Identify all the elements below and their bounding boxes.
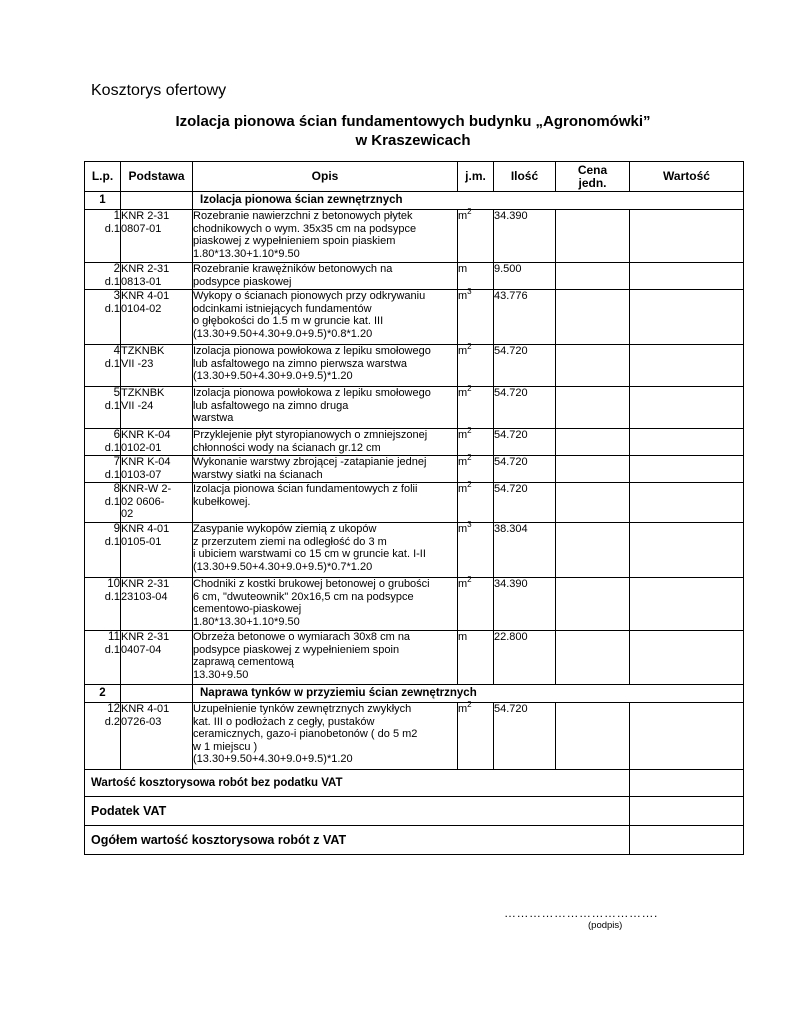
item-unit xyxy=(458,426,494,456)
item-description-line: Wykopy o ścianach pionowych przy odkrywaniu xyxy=(193,290,426,302)
item-unit-price xyxy=(556,290,630,345)
item-section-ref: d.1 xyxy=(104,275,120,288)
item-number-value: 2 xyxy=(113,263,120,275)
item-description xyxy=(193,263,458,290)
item-unit xyxy=(458,263,494,290)
item-description-line: warstwy siatki na ścianach xyxy=(193,468,323,481)
item-base-line: 0105-01 xyxy=(121,535,162,548)
total-row xyxy=(85,770,744,797)
total-label-text: Ogółem wartość kosztorysowa robót z VAT xyxy=(91,832,347,847)
item-base-line: TZKNBK xyxy=(121,387,165,399)
section-row xyxy=(85,192,744,210)
item-description-line: i ubiciem warstwami co 15 cm w gruncie kat. I-II xyxy=(193,548,426,561)
table-header-row xyxy=(85,162,744,192)
item-section-ref: d.1 xyxy=(104,535,120,548)
item-unit-text: m xyxy=(458,387,468,399)
total-label xyxy=(85,826,630,855)
item-unit-price xyxy=(556,387,630,429)
table-body xyxy=(85,192,744,855)
item-description xyxy=(193,523,458,578)
item-unit xyxy=(458,700,494,770)
item-base-line: 0103-07 xyxy=(121,468,162,481)
header-base: Podstawa xyxy=(121,162,193,192)
item-description-line: chłonności wody na ścianach gr.12 cm xyxy=(193,441,381,454)
item-quantity xyxy=(494,290,556,345)
table-row xyxy=(85,210,744,263)
item-description-line: Wykonanie warstwy zbrojącej -zatapianie jednej xyxy=(193,456,427,468)
item-number-value: 10 xyxy=(107,578,120,590)
item-base-line: VII -24 xyxy=(121,399,154,412)
item-value xyxy=(630,578,744,631)
item-number xyxy=(85,263,121,290)
header-description: Opis xyxy=(193,162,458,192)
item-unit xyxy=(458,520,494,578)
item-base xyxy=(121,345,193,387)
item-base-line: 0407-04 xyxy=(121,643,162,656)
item-base-line: KNR K-04 xyxy=(121,456,171,468)
item-section-ref: d.1 xyxy=(104,302,120,315)
item-section-ref: d.1 xyxy=(104,468,120,481)
cost-estimate-table xyxy=(84,161,744,855)
item-quantity-value: 54.720 xyxy=(494,429,528,441)
item-value xyxy=(630,456,744,483)
item-unit-text: m xyxy=(458,345,468,357)
item-number-value: 4 xyxy=(113,345,120,357)
item-quantity-value: 22.800 xyxy=(494,631,528,643)
item-unit xyxy=(458,453,494,483)
item-unit-price xyxy=(556,345,630,387)
item-number-value: 5 xyxy=(113,387,120,399)
item-description-line: kat. III o podłożach z cegły, pustaków xyxy=(193,715,375,728)
item-base-line: KNR K-04 xyxy=(121,429,171,441)
item-unit-text: m xyxy=(458,290,468,302)
item-number-value: 12 xyxy=(107,703,120,715)
item-description xyxy=(193,631,458,685)
document-heading: Kosztorys ofertowy xyxy=(91,82,227,99)
item-quantity-value: 34.390 xyxy=(494,210,528,222)
table-row xyxy=(85,631,744,685)
item-number-value: 9 xyxy=(113,523,120,535)
item-description-line: Rozebranie nawierzchni z betonowych płytek xyxy=(193,210,413,222)
item-number-value: 1 xyxy=(113,210,120,222)
document-subtitle: w Kraszewicach xyxy=(355,132,471,149)
section-number xyxy=(85,685,121,703)
total-label-text: Wartość kosztorysowa robót bez podatku VAT xyxy=(91,776,343,789)
item-quantity xyxy=(494,631,556,685)
item-number xyxy=(85,429,121,456)
item-description-line: Izolacja pionowa ścian fundamentowych z folii xyxy=(193,483,418,495)
item-value xyxy=(630,631,744,685)
table-row xyxy=(85,483,744,523)
item-section-ref: d.1 xyxy=(104,399,120,412)
item-number xyxy=(85,578,121,631)
item-unit-price xyxy=(556,631,630,685)
item-unit-text: m xyxy=(458,631,468,643)
item-unit-exponent: 2 xyxy=(467,342,472,351)
item-description-line: 13.30+9.50 xyxy=(193,668,249,681)
item-number xyxy=(85,210,121,263)
total-value xyxy=(630,770,744,797)
item-description-line: w 1 miejscu ) xyxy=(193,740,258,753)
item-description xyxy=(193,210,458,263)
item-base-line: 02 xyxy=(121,508,134,521)
item-description-line: 1.80*13.30+1.10*9.50 xyxy=(193,247,300,260)
item-description-line: kubełkowej. xyxy=(193,495,251,508)
item-number xyxy=(85,387,121,429)
item-quantity xyxy=(494,578,556,631)
item-quantity xyxy=(494,523,556,578)
item-base xyxy=(121,456,193,483)
item-unit-price xyxy=(556,578,630,631)
item-number-value: 8 xyxy=(113,483,120,495)
item-value xyxy=(630,345,744,387)
item-base-line: 23103-04 xyxy=(121,590,168,603)
item-description xyxy=(193,456,458,483)
item-description-line: (13.30+9.50+4.30+9.0+9.5)*0.7*1.20 xyxy=(193,560,373,573)
item-description xyxy=(193,483,458,523)
item-base-line: KNR-W 2- xyxy=(121,483,172,495)
item-base-line: TZKNBK xyxy=(121,345,165,357)
item-description-line: Zasypanie wykopów ziemią z ukopów xyxy=(193,523,377,535)
item-value xyxy=(630,429,744,456)
item-quantity-value: 43.776 xyxy=(494,290,528,302)
item-unit-exponent: 3 xyxy=(467,287,472,296)
item-description-line: (13.30+9.50+4.30+9.0+9.5)*1.20 xyxy=(193,370,353,383)
item-value xyxy=(630,387,744,429)
item-unit-price xyxy=(556,523,630,578)
item-description-line: lub asfaltowego na zimno druga xyxy=(193,399,349,412)
item-base-line: 02 0606- xyxy=(121,495,165,508)
item-description xyxy=(193,703,458,770)
signature-label: (podpis) xyxy=(588,920,623,931)
item-quantity-value: 9.500 xyxy=(494,263,522,275)
item-section-ref: d.1 xyxy=(104,357,120,370)
item-description xyxy=(193,345,458,387)
item-base-line: KNR 2-31 xyxy=(121,578,170,590)
item-quantity-value: 54.720 xyxy=(494,387,528,399)
item-unit xyxy=(458,384,494,429)
item-number xyxy=(85,631,121,685)
total-row xyxy=(85,826,744,855)
item-unit-text: m xyxy=(458,429,468,441)
item-unit-exponent: 3 xyxy=(467,520,472,529)
item-quantity xyxy=(494,263,556,290)
item-description-line: cementowo-piaskowej xyxy=(193,603,302,616)
item-base-line: 0102-01 xyxy=(121,441,162,454)
item-description-line: 1.80*13.30+1.10*9.50 xyxy=(193,615,300,628)
item-quantity-value: 34.390 xyxy=(494,578,528,590)
item-quantity-value: 38.304 xyxy=(494,523,528,535)
item-number xyxy=(85,523,121,578)
table-row xyxy=(85,523,744,578)
item-base xyxy=(121,387,193,429)
section-number xyxy=(85,192,121,210)
item-base-line: KNR 2-31 xyxy=(121,631,170,643)
item-number-value: 6 xyxy=(113,429,120,441)
item-description xyxy=(193,387,458,429)
item-description xyxy=(193,429,458,456)
item-description-line: Izolacja pionowa powłokowa z lepiku smołowego xyxy=(193,387,431,399)
item-unit-text: m xyxy=(458,456,468,468)
item-unit-exponent: 2 xyxy=(467,480,472,489)
item-unit-text: m xyxy=(458,523,468,535)
total-label xyxy=(85,797,630,826)
item-description-line: podsypce piaskowej xyxy=(193,275,292,288)
item-quantity-value: 54.720 xyxy=(494,703,528,715)
item-base-line: KNR 4-01 xyxy=(121,523,170,535)
item-section-ref: d.2 xyxy=(104,715,120,728)
item-base xyxy=(121,210,193,263)
item-unit xyxy=(458,342,494,387)
item-unit xyxy=(458,480,494,523)
item-base-line: 0807-01 xyxy=(121,222,162,235)
header-value: Wartość xyxy=(630,162,744,192)
header-unit-price xyxy=(556,162,630,192)
table-row xyxy=(85,703,744,770)
item-unit-exponent: 2 xyxy=(467,384,472,393)
item-base xyxy=(121,631,193,685)
item-base-line: 0104-02 xyxy=(121,302,162,315)
item-description-line: (13.30+9.50+4.30+9.0+9.5)*0.8*1.20 xyxy=(193,327,373,340)
item-unit-price xyxy=(556,703,630,770)
item-unit-text: m xyxy=(458,210,468,222)
item-unit-exponent: 2 xyxy=(467,426,472,435)
item-description-line: Chodniki z kostki brukowej betonowej o grubości xyxy=(193,578,430,590)
item-unit xyxy=(458,575,494,631)
item-description-line: zaprawą cementową xyxy=(193,656,294,669)
table-row xyxy=(85,578,744,631)
item-unit-price xyxy=(556,263,630,290)
item-quantity xyxy=(494,483,556,523)
item-base-line: KNR 4-01 xyxy=(121,290,170,302)
item-base xyxy=(121,290,193,345)
item-quantity xyxy=(494,429,556,456)
section-base-empty xyxy=(121,192,193,210)
item-unit-price xyxy=(556,429,630,456)
item-unit-exponent: 2 xyxy=(467,453,472,462)
item-description xyxy=(193,290,458,345)
header-unit-price-line1: Cena xyxy=(577,162,608,177)
item-description-line: Uzupełnienie tynków zewnętrznych zwykłych xyxy=(193,703,412,715)
item-number-value: 11 xyxy=(108,631,120,643)
item-value xyxy=(630,263,744,290)
item-quantity xyxy=(494,345,556,387)
item-quantity-value: 54.720 xyxy=(494,483,528,495)
item-base-line: KNR 2-31 xyxy=(121,263,170,275)
item-section-ref: d.1 xyxy=(104,495,120,508)
item-unit-price xyxy=(556,210,630,263)
item-description-line: chodnikowych o wym. 35x35 cm na podsypce xyxy=(193,222,417,235)
item-description-line: warstwa xyxy=(193,412,234,425)
total-label xyxy=(85,770,630,797)
document-title: Izolacja pionowa ścian fundamentowych budynku „Agronomówki” xyxy=(175,113,651,130)
item-base xyxy=(121,523,193,578)
item-number-value: 7 xyxy=(113,456,120,468)
item-number xyxy=(85,290,121,345)
item-base-line: KNR 4-01 xyxy=(121,703,170,715)
item-quantity xyxy=(494,703,556,770)
item-unit-price xyxy=(556,456,630,483)
item-description-line: 6 cm, "dwuteownik" 20x16,5 cm na podsypce xyxy=(193,590,414,603)
item-description-line: lub asfaltowego na zimno pierwsza warstwa xyxy=(193,357,407,370)
item-number xyxy=(85,483,121,523)
item-section-ref: d.1 xyxy=(104,590,120,603)
table-row xyxy=(85,345,744,387)
signature-line: ………………………………. xyxy=(504,906,658,920)
item-base xyxy=(121,483,193,523)
item-description-line: ceramicznych, gazo-i pianobetonów ( do 5 m2 xyxy=(193,728,418,741)
section-number-text: 2 xyxy=(99,687,106,700)
item-unit-exponent: 2 xyxy=(467,207,472,216)
section-title-text: Naprawa tynków w przyziemiu ścian zewnętrznych xyxy=(200,687,477,700)
section-number-text: 1 xyxy=(99,194,106,207)
item-value xyxy=(630,210,744,263)
item-unit-price xyxy=(556,483,630,523)
total-label-text: Podatek VAT xyxy=(91,803,167,818)
item-quantity-value: 54.720 xyxy=(494,456,528,468)
item-unit-exponent: 2 xyxy=(467,575,472,584)
item-base xyxy=(121,578,193,631)
item-quantity xyxy=(494,210,556,263)
item-description-line: Izolacja pionowa powłokowa z lepiku smołowego xyxy=(193,345,431,357)
table-row xyxy=(85,263,744,290)
item-base-line: 0813-01 xyxy=(121,275,162,288)
item-number xyxy=(85,345,121,387)
header-unit-price-line2: jedn. xyxy=(578,175,607,190)
item-description-line: Obrzeża betonowe o wymiarach 30x8 cm na xyxy=(193,631,411,643)
item-base xyxy=(121,429,193,456)
item-description-line: piaskowej z wypełnieniem spoin piaskiem xyxy=(193,235,396,248)
item-unit xyxy=(458,631,494,685)
item-description-line: o głębokości do 1.5 m w gruncie kat. III xyxy=(193,315,384,328)
item-number xyxy=(85,456,121,483)
section-base-empty xyxy=(121,685,193,703)
item-unit-text: m xyxy=(458,578,468,590)
item-value xyxy=(630,703,744,770)
total-value xyxy=(630,826,744,855)
item-number-value: 3 xyxy=(113,290,120,302)
header-quantity: Ilość xyxy=(494,162,556,192)
item-unit xyxy=(458,287,494,345)
item-base xyxy=(121,263,193,290)
item-description-line: z przerzutem ziemi na odległość do 3 m xyxy=(193,535,387,548)
table-row xyxy=(85,387,744,429)
header-unit: j.m. xyxy=(458,162,494,192)
item-quantity xyxy=(494,456,556,483)
item-value xyxy=(630,523,744,578)
item-unit-text: m xyxy=(458,483,468,495)
item-base-line: 0726-03 xyxy=(121,715,162,728)
item-base xyxy=(121,703,193,770)
table-row xyxy=(85,456,744,483)
item-unit-exponent: 2 xyxy=(467,700,472,709)
item-base-line: KNR 2-31 xyxy=(121,210,170,222)
item-section-ref: d.1 xyxy=(104,441,120,454)
table-row xyxy=(85,429,744,456)
section-row xyxy=(85,685,744,703)
item-quantity-value: 54.720 xyxy=(494,345,528,357)
section-title-text: Izolacja pionowa ścian zewnętrznych xyxy=(200,194,403,207)
table-row xyxy=(85,290,744,345)
item-description-line: odcinkami istniejących fundamentów xyxy=(193,302,372,315)
header-lp: L.p. xyxy=(85,162,121,192)
item-quantity xyxy=(494,387,556,429)
item-unit-text: m xyxy=(458,263,468,275)
total-row xyxy=(85,797,744,826)
item-base-line: VII -23 xyxy=(121,357,154,370)
item-value xyxy=(630,483,744,523)
item-unit-text: m xyxy=(458,703,468,715)
item-section-ref: d.1 xyxy=(104,643,120,656)
item-section-ref: d.1 xyxy=(104,222,120,235)
item-description-line: Rozebranie krawężników betonowych na xyxy=(193,263,393,275)
item-number xyxy=(85,703,121,770)
item-unit xyxy=(458,207,494,263)
item-description-line: podsypce piaskowej z wypełnieniem spoin xyxy=(193,643,400,656)
total-value xyxy=(630,797,744,826)
item-description-line: (13.30+9.50+4.30+9.0+9.5)*1.20 xyxy=(193,753,353,766)
item-description xyxy=(193,578,458,631)
item-description-line: Przyklejenie płyt styropianowych o zmniejszonej xyxy=(193,429,428,441)
item-value xyxy=(630,290,744,345)
